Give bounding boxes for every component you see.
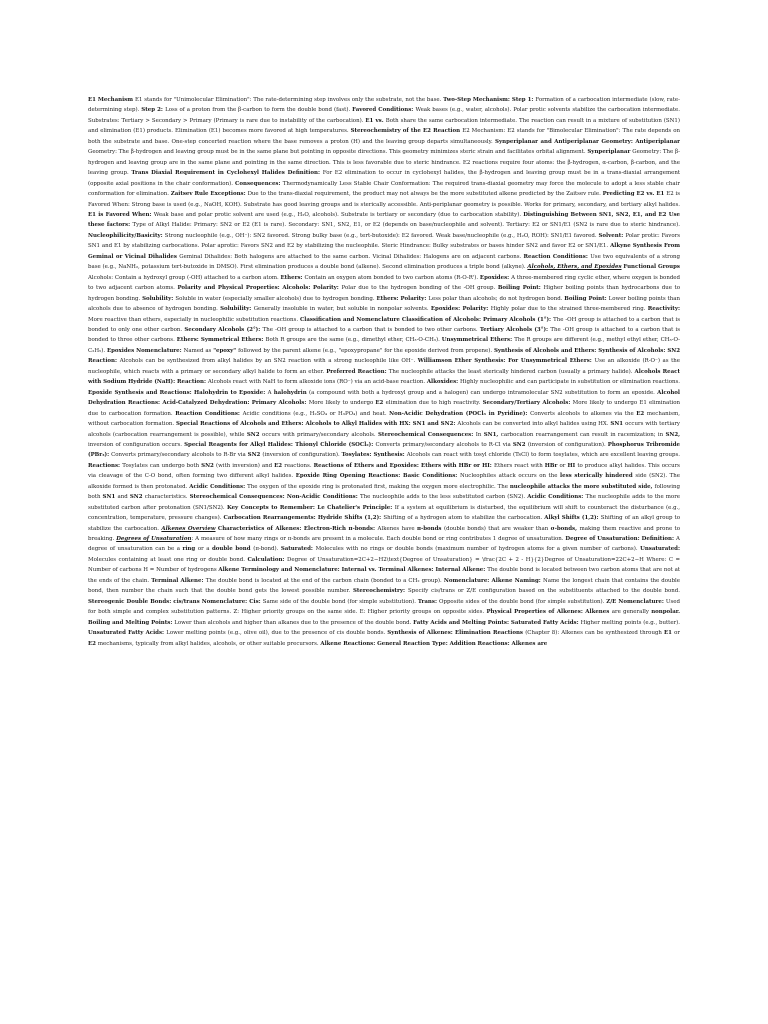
- body-text-run: The nucleophile adds to the more substituted carbon after protonation (SN1/SN2).: [88, 494, 680, 511]
- bold-heading-run: SN2: [512, 441, 528, 448]
- body-text-run: The -OH group is attached to a carbon that is bonded to three other carbons.: [88, 326, 680, 344]
- body-text-run: If a system at equilibrium is disturbed, the equilibrium will shift to counteract the disturbance (e.g., concentration, temperature, pressure changes).: [88, 504, 680, 522]
- bold-heading-run: Unsaturated:: [640, 546, 680, 553]
- bold-heading-run: E2: [636, 410, 647, 417]
- body-text-run: Less polar than alcohols; do not hydrogen bond.: [428, 295, 565, 302]
- body-text-run: Use an alkoxide (R-O⁻) as the nucleophile, which reacts with a primary or secondary alkyl halide to form an ether.: [88, 358, 680, 375]
- bold-heading-run: Key Concepts to Remember: Le Chatelier's Principle:: [226, 504, 395, 511]
- body-text-run: The -OH group is attached to a carbon that is bonded to only one other carbon.: [88, 316, 680, 333]
- bold-heading-run: Reaction Conditions:: [523, 253, 591, 260]
- body-text-run: Converts alcohols to alkenes via the: [530, 410, 637, 417]
- bold-heading-run: σ-bonds,: [550, 525, 580, 532]
- bold-heading-run: "epoxy": [213, 347, 239, 354]
- bold-heading-run: Degree of Unsaturation: Definition:: [565, 536, 677, 543]
- body-text-run: E2 is Favored When: Strong base is used (e.g., NaOH, KOH). Substrate has good leaving groups and is sterically accessible. Anti-periplanar geometry is possible. Works for primary, secondary, and tertiary alkyl halides.: [88, 191, 680, 208]
- bold-heading-run: Epoxide Ring Opening Reactions: Basic Conditions:: [295, 473, 461, 480]
- body-text-run: (inversion of configuration).: [262, 452, 342, 459]
- body-text-run: Geometry: The β-hydrogen and leaving group are in the same plane and pointing in the same direction. This is less favorable due to steric hindrance. E2 reactions require four atoms: the β-hydrogen, α-carbon, β-carbon, and the leaving group.: [88, 149, 680, 177]
- bold-heading-run: Stereochemistry:: [352, 588, 409, 595]
- bold-heading-run: Unsymmetrical Ethers:: [441, 337, 515, 344]
- bold-heading-run: Alkene Terminology and Nomenclature: Internal vs. Terminal Alkenes: Internal Alkene:: [218, 567, 488, 574]
- body-text-run: or a: [197, 546, 212, 553]
- body-text-run: (with inversion) and: [216, 462, 275, 469]
- body-text-run: Higher melting points (e.g., butter).: [580, 619, 680, 626]
- body-text-run: Type of Alkyl Halide: Primary: SN2 or E2 (E1 is rare). Secondary: SN1, SN2, E1, or E2 (depends on base/nucleophile and solvent). Tertiary: E2 or SN1/E1 (SN2 is rare due to steric hindrance).: [132, 222, 680, 229]
- body-text-run: A: [267, 389, 274, 396]
- bold-heading-run: Calculation:: [247, 556, 288, 563]
- bold-heading-run: Saturated:: [280, 546, 316, 553]
- bold-heading-run: Physical Properties of Alkenes: Alkenes: [486, 609, 612, 616]
- body-text-run: Alkenes have: [377, 525, 418, 532]
- bold-heading-run: Synperiplanar: [587, 149, 633, 156]
- body-text-run: Specify cis/trans or Z/E configuration based on the substituents attached to the double bond.: [408, 588, 680, 595]
- bold-heading-run: Phosphorus Tribromide (PBr₃):: [88, 441, 680, 459]
- bold-heading-run: Epoxides Nomenclature:: [106, 347, 184, 354]
- body-text-run: occurs with tertiary alcohols (carbocation rearrangement is possible), while: [88, 421, 680, 438]
- bold-heading-run: Preferred Reaction:: [326, 368, 389, 375]
- bold-heading-run: Epoxides:: [479, 274, 512, 281]
- body-text-run: The double bond is located at the end of the carbon chain (bonded to a CH₂ group).: [205, 577, 444, 584]
- bold-heading-run: Alcohol Dehydration Reactions: Acid-Catalyzed Dehydration: Primary Alcohols:: [88, 389, 680, 407]
- body-text-run: Polar due to the hydrogen bonding of the -OH group.: [341, 285, 498, 292]
- bold-heading-run: Epoxide Synthesis and Reactions: Halohydrin to Epoxide:: [88, 389, 268, 396]
- body-text-run: Contain an oxygen atom bonded to two carbon atoms (R-O-R').: [304, 274, 480, 281]
- body-text-run: Tosylates can undergo both: [122, 462, 202, 469]
- body-text-run: For E2 elimination to occur in cyclohexyl halides, the β-hydrogen and leaving group must be in a trans-diaxial arrangement (opposite axial positions in the chair conformation).: [88, 170, 680, 187]
- bold-heading-run: Acidic Conditions:: [189, 483, 248, 490]
- body-text-run: The nucleophile adds to the less substituted carbon (SN2).: [360, 494, 528, 501]
- body-text-run: Weak base and polar protic solvent are used (e.g., H₂O, alcohols). Substrate is tertiary or secondary (due to carbocation stability).: [153, 211, 524, 218]
- body-text-run: Use two equivalents of a strong base (e.g., NaNH₂, potassium tert-butoxide in DMSO). First elimination produces a double bond (alkene). Second elimination produces a triple bond (alkyne).: [88, 253, 680, 271]
- bold-heading-run: Alkene Reactions: General Reaction Type: Addition Reactions: Alkenes are: [320, 640, 548, 647]
- body-text-run: Both share the same carbocation intermediate. The reaction can result in a mixture of substitution (SN1) and elimination (E1) products. Elimination (E1) becomes more favored at high temperatures.: [88, 117, 680, 135]
- body-text-run: are generally: [611, 609, 652, 616]
- body-text-run: A degree of unsaturation can be a: [88, 536, 680, 553]
- bold-heading-run: Characteristics of Alkenes: Electron-Rich π-bonds:: [217, 525, 378, 532]
- bold-heading-run: Functional Groups: [623, 264, 680, 271]
- bold-heading-run: Special Reactions of Alcohols and Ethers: Alcohols to Alkyl Halides with HX: SN1 and SN2:: [175, 421, 458, 428]
- body-text-run: Loss of a proton from the β-carbon to form the double bond (fast).: [165, 107, 353, 114]
- body-text-run: making them reactive and prone to breaking.: [88, 525, 680, 543]
- bold-heading-run: Nucleophilicity/Basicity:: [88, 232, 165, 239]
- body-text-run: following both: [88, 483, 680, 501]
- document-body: [88, 95, 680, 649]
- bold-heading-run: E2: [88, 640, 98, 647]
- body-text-run: Ethers react with: [494, 462, 545, 469]
- body-text-run: Alcohols can be converted into alkyl halides using HX.: [457, 421, 611, 428]
- bold-heading-run: Stereochemical Consequences:: [378, 431, 476, 438]
- bold-heading-run: Alcohols React with Sodium Hydride (NaH): Reaction:: [88, 368, 680, 386]
- bold-heading-run: Alkyne Synthesis From Geminal or Vicinal Dihalides: [88, 243, 680, 260]
- bold-heading-run: HI: [567, 462, 578, 469]
- bold-heading-run: Two-Step Mechanism: Step 1:: [443, 97, 536, 103]
- bold-heading-run: Fatty Acids and Melting Points: Saturated Fatty Acids:: [413, 619, 581, 626]
- body-text-run: Thermodynamically Less Stable Chair Conformation: The required trans-diaxial geometry may force the molecule to adopt a less stable chair conformation for elimination.: [88, 180, 680, 198]
- bold-heading-run: Reactions of Ethers and Epoxides: Ethers with HBr or HI:: [313, 462, 494, 469]
- body-text-run: Geometry: The β-hydrogen and leaving group must be in the same plane but pointing in opposite directions. This geometry minimizes steric strain and facilitates orbital alignment.: [88, 149, 588, 156]
- body-text-run: : A measure of how many rings or π-bonds are present in a molecule. Each double bond or ring contributes 1 degree of unsaturation.: [191, 536, 566, 543]
- body-text-run: Molecules containing at least one ring or double bond.: [88, 556, 248, 563]
- body-text-run: The nucleophile attacks the least sterically hindered carbon (usually a primary halide).: [388, 368, 635, 375]
- bold-heading-run: Alkoxides:: [426, 379, 461, 386]
- bold-heading-run: Predicting E2 vs. E1: [602, 191, 667, 198]
- bold-heading-run: Consequences:: [235, 180, 283, 187]
- body-text-run: (π-bond).: [253, 546, 281, 553]
- bold-heading-run: Nomenclature: Alkene Naming:: [443, 577, 544, 584]
- bold-heading-run: Special Reagents for Alkyl Halides: Thionyl Chloride (SOCl₂):: [184, 441, 376, 448]
- body-text-run: Lower melting points (e.g., olive oil), due to the presence of cis double bonds.: [166, 630, 388, 637]
- bold-heading-run: Terminal Alkene:: [151, 577, 206, 584]
- body-text-run: carbocation rearrangement can result in racemization; in: [500, 431, 666, 438]
- body-text-run: More likely to undergo: [308, 400, 376, 407]
- bold-heading-run: Trans Diaxial Requirement in Cyclohexyl Halides Definition:: [131, 170, 323, 177]
- body-text-run: Lower boiling points than alcohols due to absence of hydrogen bonding.: [88, 295, 680, 313]
- body-text-run: A three-membered ring cyclic ether, where oxygen is bonded to two adjacent carbon atoms.: [88, 274, 680, 292]
- bold-heading-run: Stereogenic Double Bonds: cis/trans Nomenclature: Cis:: [88, 598, 263, 605]
- bold-heading-run: Secondary/Tertiary Alcohols:: [482, 400, 573, 407]
- body-text-run: Highly polar due to the strained three-membered ring.: [490, 306, 648, 313]
- body-text-run: Used for both simple and complex substitution patterns. Z: Higher priority groups on the same side. E: Higher priority groups on opposite sides.: [88, 598, 680, 616]
- bold-heading-run: Distinguishing Between SN1, SN2, E1, and E2 Use these factors:: [88, 211, 680, 229]
- body-text-run: Opposite sides of the double bond (for simple substitution).: [439, 598, 607, 605]
- body-text-run: followed by the parent alkene (e.g., "epoxypropane" for the epoxide derived from propene).: [238, 347, 494, 354]
- body-text-run: or: [674, 630, 680, 637]
- bold-heading-run: Epoxides: Polarity:: [430, 306, 491, 313]
- body-text-run: More likely to undergo E1 elimination due to carbocation formation.: [88, 400, 680, 417]
- bold-heading-run: Zaitsev Rule Exceptions:: [170, 191, 248, 198]
- body-text-run: Lower than alcohols and higher than alkanes due to the presence of the double bond.: [174, 619, 414, 626]
- bold-heading-run: SN1,: [483, 431, 501, 438]
- body-text-run: (a compound with both a hydroxyl group and a halogen) can undergo intramolecular SN2 substitution to form an epoxide.: [309, 389, 658, 396]
- body-text-run: (double bonds) that are weaker than: [444, 525, 551, 532]
- bold-heading-run: Stereochemical Consequences: Non-Acidic Conditions:: [189, 494, 360, 501]
- body-text-run: characteristics.: [144, 494, 190, 501]
- body-text-run: mechanisms, typically from alkyl halides, alcohols, or other suitable precursors.: [97, 640, 321, 647]
- bold-heading-run: Trans:: [417, 598, 440, 605]
- bold-heading-run: SN2: [246, 431, 263, 438]
- bold-heading-run: Williamson Ether Synthesis: For Unsymmetrical Ethers:: [417, 358, 595, 365]
- body-text-run: Alcohols can react with tosyl chloride (TsCl) to form tosylates, which are excellent leaving groups.: [406, 452, 680, 459]
- bold-heading-run: E2: [274, 462, 285, 469]
- body-text-run: elimination due to high reactivity.: [385, 400, 483, 407]
- bold-heading-run: SN2: [247, 452, 263, 459]
- bold-heading-run: Solubility:: [142, 295, 176, 302]
- bold-heading-run: E2: [375, 400, 386, 407]
- bold-heading-run: Alkyl Shifts (1,2):: [544, 515, 601, 522]
- bold-heading-run: Classification and Nomenclature Classification of Alcohols: Primary Alcohols (1°):: [299, 316, 554, 323]
- body-text-run: E1 stands for "Unimolecular Elimination": The rate-determining step involves only the substrate, not the base.: [134, 97, 444, 103]
- bold-heading-run: Reactions:: [88, 462, 123, 469]
- bold-heading-run: SN2: [201, 462, 217, 469]
- body-text-run: Polar protic: Favors SN1 and E1 by stabilizing carbocations. Polar aprotic: Favors SN2 and E2 by stabilizing the nucleophile. Steric Hindrance: Bulky substrates or bases hinder SN2 and favor E2 or SN1/E1.: [88, 232, 680, 250]
- bold-heading-run: nonpolar. Boiling and Melting Points:: [88, 609, 680, 626]
- body-text-run: Shifting of an alkyl group to stabilize the carbocation.: [88, 515, 680, 532]
- body-text-run: Soluble in water (especially smaller alcohols) due to hydrogen bonding.: [175, 295, 377, 302]
- bold-heading-run: nucleophile attacks the more substituted side,: [509, 483, 655, 490]
- bold-heading-run: halohydrin: [273, 389, 310, 396]
- body-text-run: mechanism, without carbocation formation.: [88, 410, 680, 428]
- bold-heading-run: Unsaturated Fatty Acids:: [88, 630, 167, 637]
- body-text-run: Formation of a carbocation intermediate (slow, rate-determining step).: [88, 97, 680, 114]
- body-text-run: Weak bases (e.g., water, alcohols). Polar protic solvents stabilize the carbocation intermediate. Substrates: Tertiary > Secondary > Primary (Primary is rare due to instability of the carbocation).: [88, 107, 680, 124]
- body-text-run: Alcohols react with NaH to form alkoxide ions (RO⁻) via an acid-base reaction.: [207, 379, 427, 386]
- body-text-run: In: [475, 431, 484, 438]
- body-text-run: Alcohols can be synthesized from alkyl halides by an SN2 reaction with a strong nucleophile like OH⁻.: [119, 358, 418, 365]
- bold-heading-run: E1 is Favored When:: [88, 211, 154, 218]
- bold-heading-run: Step 2:: [141, 107, 166, 114]
- body-text-run: The double bond is located between two carbon atoms that are not at the ends of the chain.: [88, 567, 680, 584]
- bold-heading-run: Ethers:: [280, 274, 305, 281]
- body-text-run: Generally insoluble in water, but soluble in nonpolar solvents.: [253, 306, 431, 313]
- bold-heading-run: Carbocation Rearrangements: Hydride Shifts (1,2):: [223, 515, 384, 522]
- bold-heading-run: Solvent:: [598, 232, 626, 239]
- body-text-run: The -OH group is attached to a carbon that is bonded to two other carbons.: [262, 326, 480, 333]
- bold-heading-run: E1 Mechanism: [88, 97, 135, 103]
- bold-heading-run: Non-Acidic Dehydration (POCl₃ in Pyridine):: [389, 410, 531, 417]
- bold-heading-run: Favored Conditions:: [352, 107, 416, 114]
- body-text-run: Converts primary/secondary alcohols to R-Br via: [111, 452, 248, 459]
- bold-heading-run: Synthesis of Alcohols and Ethers: Synthesis of Alcohols: SN2 Reaction:: [88, 347, 680, 365]
- bold-heading-run: Alcohols, Ethers, and Epoxides: [527, 264, 622, 271]
- body-text-run: Geminal Dihalides: Both halogens are attached to the same carbon. Vicinal Dihalides: Halogens are on adjacent carbons.: [179, 253, 524, 260]
- bold-heading-run: less sterically hindered: [560, 473, 636, 480]
- bold-heading-run: E1: [663, 630, 675, 637]
- bold-heading-run: Tertiary Alcohols (3°):: [479, 326, 551, 333]
- body-text-run: to produce alkyl halides. This occurs via cleavage of the C-O bond, often forming two different alkyl halides.: [88, 462, 680, 480]
- body-text-run: or: [559, 462, 568, 469]
- bold-heading-run: Ethers: Polarity:: [376, 295, 429, 302]
- bold-heading-run: SN1: [610, 421, 626, 428]
- body-text-run: Strong nucleophile (e.g., OH⁻): SN2 favored. Strong bulky base (e.g., tert-butoxide): E2 favored. Weak base/nucleophile (e.g., H₂O, ROH): SN1/E1 favored.: [164, 232, 599, 239]
- bold-heading-run: Polarity and Physical Properties: Alcohols: Polarity:: [177, 285, 342, 292]
- bold-heading-run: Boiling Point:: [564, 295, 609, 302]
- bold-heading-run: ring: [182, 546, 198, 553]
- body-text-run: reactions.: [284, 462, 314, 469]
- body-text-run: The R groups are different (e.g., methyl ethyl ether, CH₃-O-C₂H₅).: [88, 337, 680, 354]
- body-text-run: More reactive than ethers, especially in nucleophilic substitution reactions.: [88, 316, 300, 323]
- bold-heading-run: HBr: [544, 462, 560, 469]
- body-text-run: Acidic conditions (e.g., H₂SO₄ or H₃PO₄) and heat.: [242, 410, 390, 417]
- bold-heading-run: Secondary Alcohols (2°):: [184, 326, 263, 333]
- bold-heading-run: π-bonds: [417, 525, 445, 532]
- body-text-run: occurs with primary/secondary alcohols.: [262, 431, 378, 438]
- body-text-run: The oxygen of the epoxide ring is protonated first, making the oxygen more electrophilic. The: [247, 483, 510, 490]
- bold-heading-run: Acidic Conditions:: [527, 494, 586, 501]
- body-text-run: (Chapter 8): Alkenes can be synthesized through: [525, 630, 664, 637]
- bold-heading-run: SN2,: [665, 431, 680, 438]
- bold-heading-run: Synperiplanar and Antiperiplanar Geometry: Antiperiplanar: [495, 138, 680, 145]
- bold-heading-run: Boiling Point:: [497, 285, 544, 292]
- body-text-run: (inversion of configuration).: [527, 441, 608, 448]
- body-text-run: Shifting of a hydrogen atom to stabilize the carbocation.: [383, 515, 545, 522]
- bold-heading-run: Stereochemistry of the E2 Reaction: [350, 128, 463, 135]
- body-text-run: inversion of configuration occurs.: [88, 441, 185, 448]
- body-text-run: side (SN2). The alkoxide formed is then protonated.: [88, 473, 680, 490]
- body-text-run: Same side of the double bond (for simple substitution).: [262, 598, 418, 605]
- body-text-run: Higher boiling points than hydrocarbons due to hydrogen bonding.: [88, 285, 680, 302]
- bold-heading-run: E1 vs.: [365, 117, 386, 124]
- body-text-run: Highly nucleophilic and can participate in substitution or elimination reactions.: [460, 379, 680, 386]
- body-text-run: Both R groups are the same (e.g., dimethyl ether, CH₃-O-CH₃).: [265, 337, 442, 344]
- body-text-run: E2 Mechanism: E2 stands for "Bimolecular Elimination": The rate depends on both the substrate and base. One-step concerted reaction where the base removes a proton (H) and the leaving group departs simultaneously.: [88, 128, 680, 145]
- bold-heading-run: Reactivity:: [647, 306, 680, 313]
- body-text-run: Name the longest chain that contains the double bond, then number the chain such that the double bond gets the lowest possible number.: [88, 577, 680, 595]
- body-text-run: Converts primary/secondary alcohols to R-Cl via: [375, 441, 513, 448]
- bold-heading-run: Tosylates: Synthesis:: [341, 452, 407, 459]
- bold-heading-run: double bond: [211, 546, 254, 553]
- bold-heading-run: Synthesis of Alkenes: Elimination Reactions: [387, 630, 526, 637]
- bold-heading-run: SN1: [102, 494, 118, 501]
- bold-heading-run: Degrees of Unsaturation: [116, 536, 192, 543]
- body-text-run: and: [117, 494, 130, 501]
- body-text-run: Due to the trans-diaxial requirement, the product may not always be the more substituted alkene predicted by the Zaitsev rule.: [247, 191, 603, 198]
- bold-heading-run: Reaction Conditions:: [175, 410, 243, 417]
- body-text-run: Alcohols: Contain a hydroxyl group (-OH) attached to a carbon atom.: [88, 274, 281, 281]
- bold-heading-run: Alkenes Overview: [161, 525, 216, 532]
- bold-heading-run: SN2: [129, 494, 145, 501]
- bold-heading-run: Z/E Nomenclature:: [606, 598, 666, 605]
- body-text-run: Molecules with no rings or double bonds (maximum number of hydrogen atoms for a given number of carbons).: [315, 546, 641, 553]
- bold-heading-run: Ethers: Symmetrical Ethers:: [176, 337, 266, 344]
- bold-heading-run: Solubility:: [220, 306, 254, 313]
- body-text-run: Named as: [183, 347, 214, 354]
- body-text-run: Nucleophiles attack occurs on the: [460, 473, 561, 480]
- body-text-run: Degree of Unsaturation=2C+2−H2\text{Degree of Unsaturation} = \frac{2C + 2 - H}{2}Degree of Unsaturation=22C+2−H Where: C = Number of carbons H = Number of hydrogens: [88, 556, 680, 574]
